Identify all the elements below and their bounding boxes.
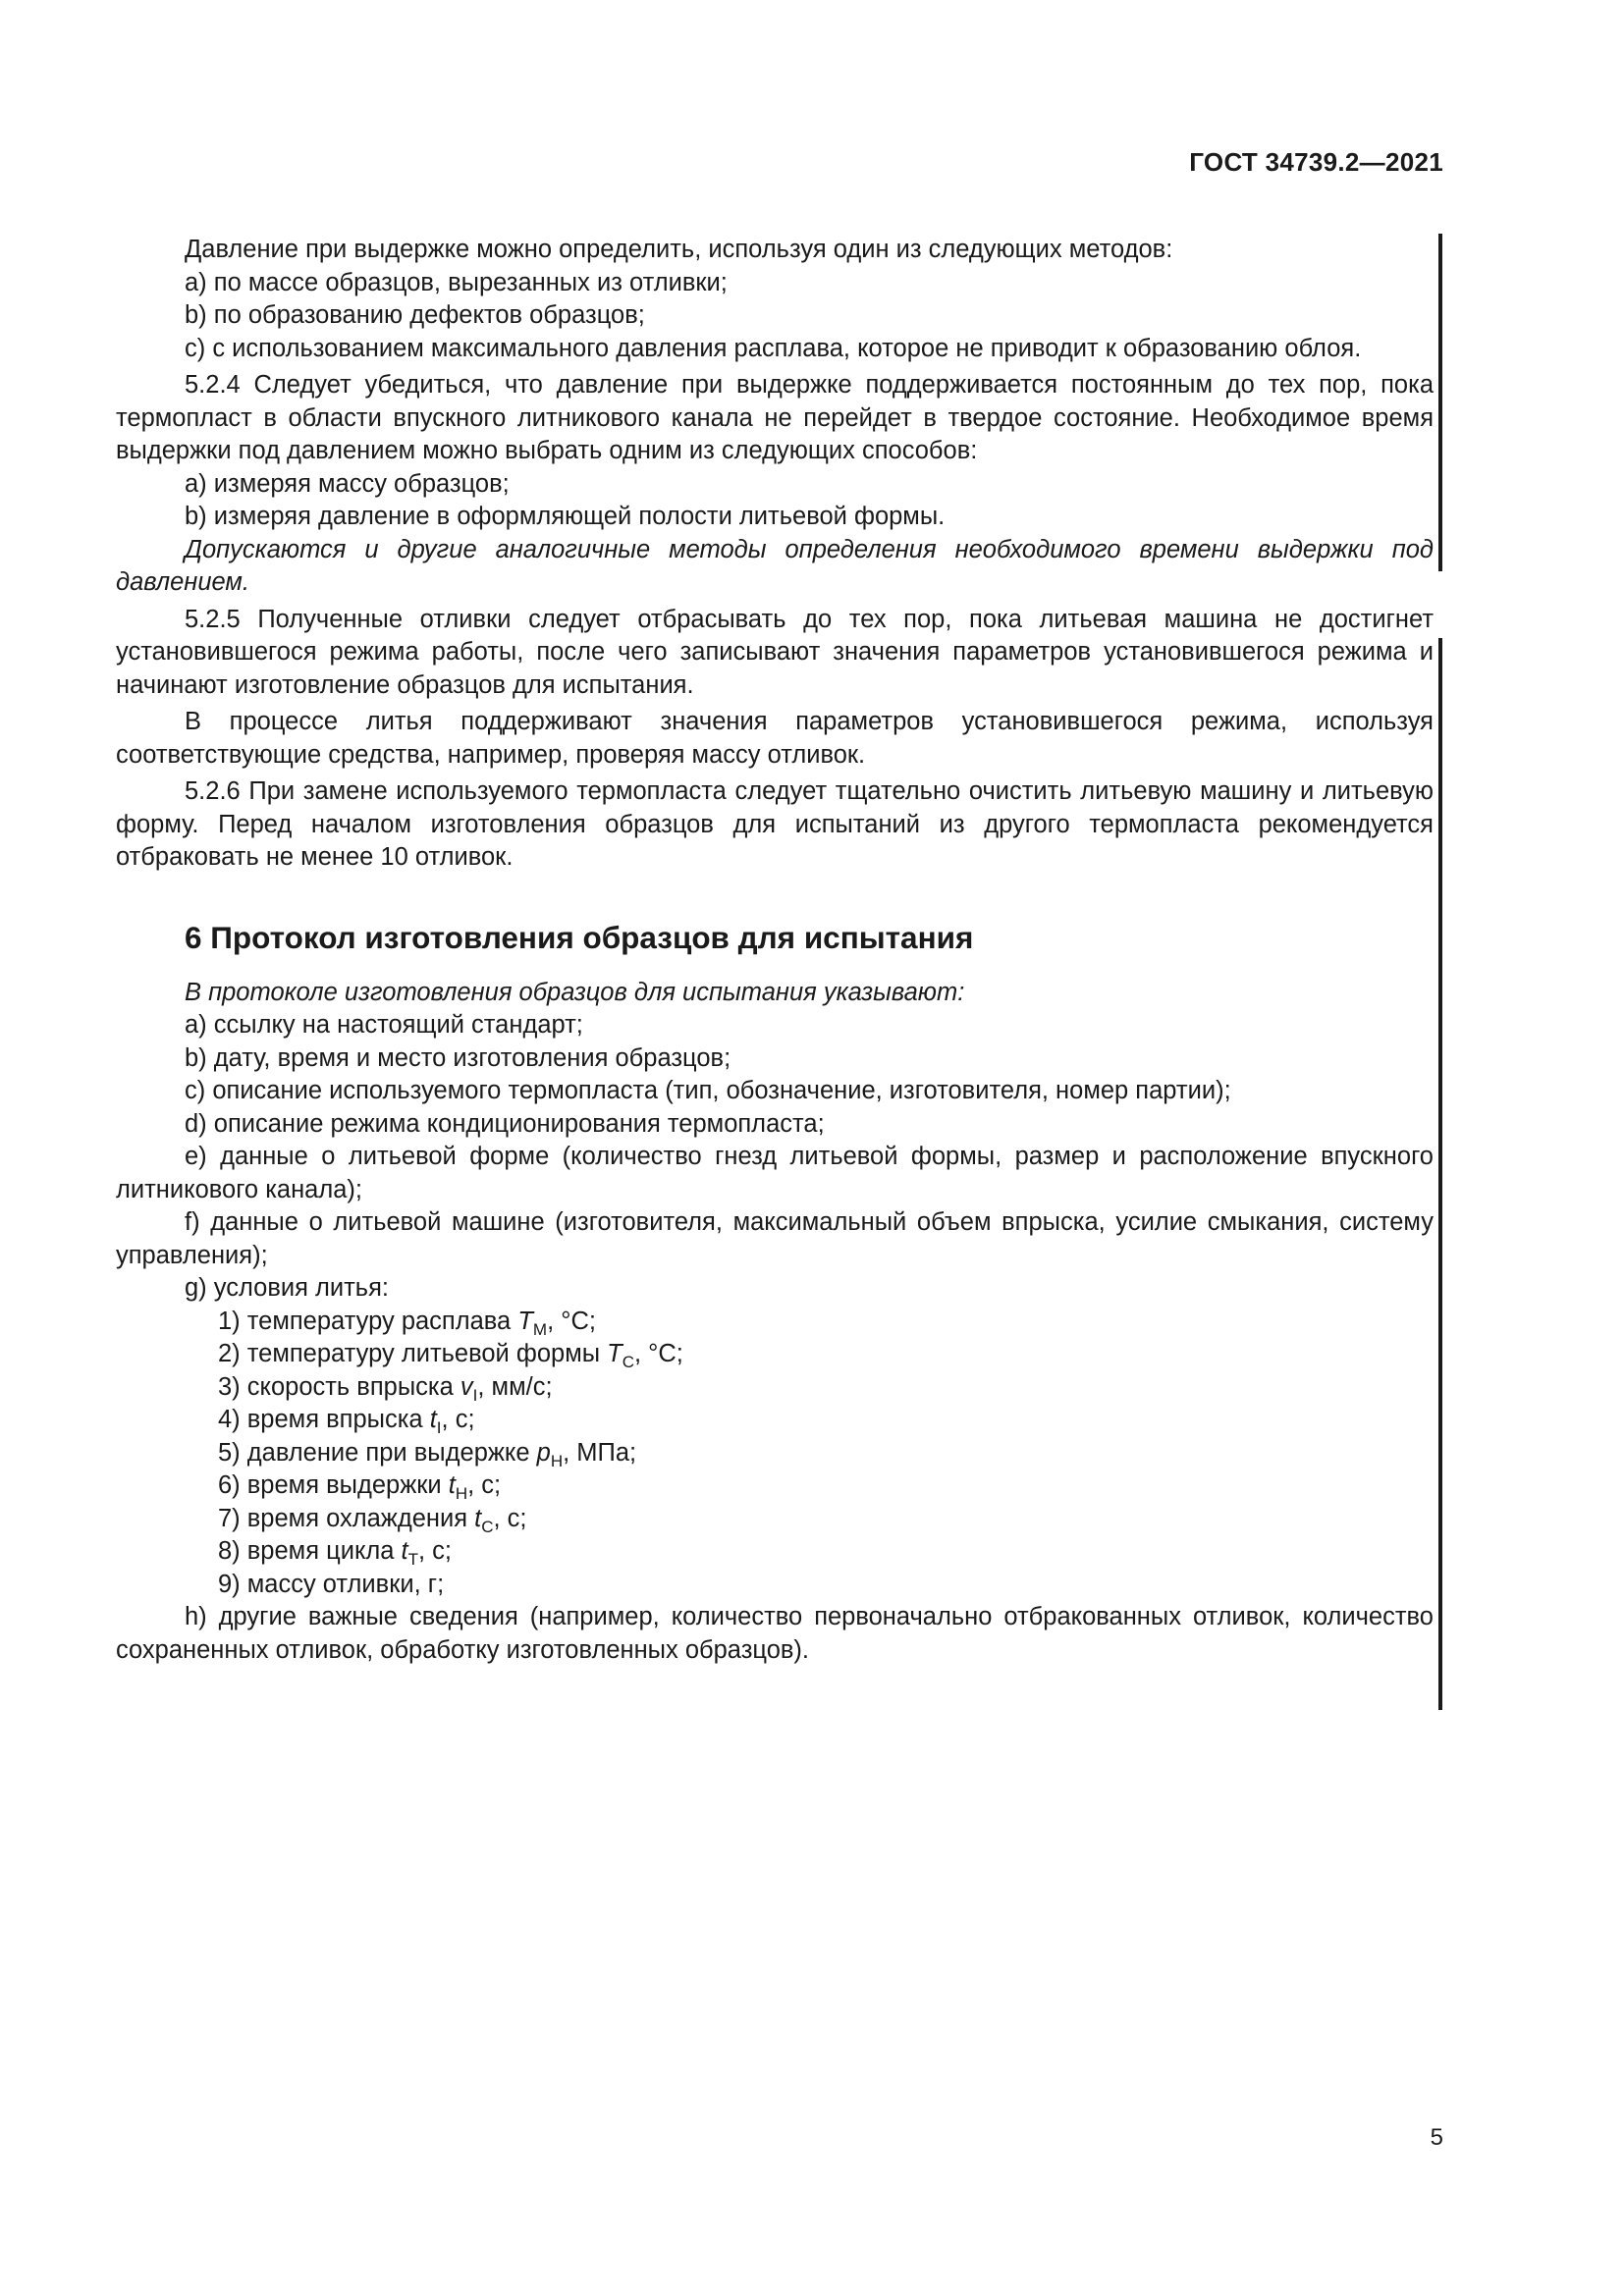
subscript: H [550,1451,564,1470]
clause-5-2-4: 5.2.4 Следует убедиться, что давление при выдержке поддерживается постоянным до тех пор, пока термопласт в области впускного литникового канала не перейдет в твердое состояние. Необходимое время выдержки под давлением можно выбрать одним из следующих способов: [116,371,1434,464]
condition-item: 5) давление при выдержке $p_H$, МПа; [218,1438,637,1470]
subscript: M [532,1319,548,1339]
condition-item: 7) время охлаждения $t_C$, с; [218,1504,527,1536]
list-item: g) условия литья: [185,1274,389,1302]
casting-conditions-list [116,1306,1434,1602]
list-item: e) данные о литьевой форме (количество гнезд литьевой формы, размер и расположение впускного литникового канала); [116,1143,1434,1203]
subscript: T [407,1550,419,1569]
note: Допускаются и другие аналогичные методы определения необходимого времени выдержки под давлением. [116,535,1434,596]
paragraph: В процессе литья поддерживают значения параметров установившегося режима, используя соответствующие средства, например, проверяя массу отливок. [116,708,1434,769]
condition-item: 3) скорость впрыска $v_I$, мм/с; [218,1372,553,1405]
condition-item: 4) время впрыска $t_I$, с; [218,1406,475,1437]
symbol: t [429,1406,437,1433]
list-item: f) данные о литьевой машине (изготовителя, максимальный объем впрыска, усилие смыкания, систему управления); [116,1208,1434,1269]
symbol: v [460,1372,473,1401]
subscript: H [455,1484,468,1503]
symbol: t [474,1504,482,1532]
condition-item: 1) температуру расплава $T_M$, °C; [218,1307,596,1339]
paragraph: Давление при выдержке можно определить, используя один из следующих методов: [185,236,1173,263]
subscript: C [481,1517,494,1536]
list-item: b) дату, время и место изготовления образцов; [185,1043,731,1072]
list-item: b) измеряя давление в оформляющей полости литьевой формы. [185,503,946,530]
clause-5-2-6: 5.2.6 При замене используемого термопласта следует тщательно очистить литьевую машину и литьевую форму. Перед началом изготовления образцов для испытаний из другого термопласта рекомендуется отбраковать не менее 10 отливок. [116,777,1434,871]
paragraph: В протоколе изготовления образцов для испытания указывают: [185,978,965,1006]
list-item: d) описание режима кондиционирования термопласта; [185,1109,825,1138]
condition-item: 8) время цикла $t_T$, с; [218,1537,453,1569]
list-item: b) по образованию дефектов образцов; [185,301,645,329]
symbol: t [401,1537,408,1565]
symbol: p [536,1438,551,1467]
subscript: I [472,1385,478,1405]
subscript: C [622,1353,635,1371]
list-item: c) с использованием максимального давления расплава, которое не приводит к образованию облоя. [185,334,1362,362]
symbol: T [607,1340,623,1367]
list-item: a) измеряя массу образцов; [185,469,510,498]
page-number: 5 [1430,2124,1443,2151]
condition-item: 6) время выдержки $t_H$, с; [218,1471,502,1503]
subscript: I [436,1418,442,1437]
condition-item: 9) массу отливки, г; [218,1570,445,1598]
section-heading: 6 Протокол изготовления образцов для испытания [185,919,974,955]
list-item: a) по массе образцов, вырезанных из отливки; [185,268,728,296]
document-body [116,234,1434,1667]
condition-item: 2) температуру литьевой формы $T_C$, °C; [218,1340,683,1371]
document-header: ГОСТ 34739.2—2021 [1189,147,1443,177]
symbol: t [448,1471,456,1499]
clause-5-2-5: 5.2.5 Полученные отливки следует отбрасывать до тех пор, пока литьевая машина не достигнет установившегося режима работы, после чего записывают значения параметров установившегося режима и начинают изготовление образцов для испытания. [116,605,1434,699]
list-item: c) описание используемого термопласта (тип, обозначение, изготовителя, номер партии); [185,1077,1231,1104]
symbol: T [517,1307,533,1335]
change-bar [1438,234,1442,571]
change-bar [1438,638,1442,1710]
list-item: a) ссылку на настоящий стандарт; [185,1011,583,1039]
list-item: h) другие важные сведения (например, количество первоначально отбракованных отливок, количество сохраненных отливок, обработку изготовленных образцов). [116,1603,1434,1664]
